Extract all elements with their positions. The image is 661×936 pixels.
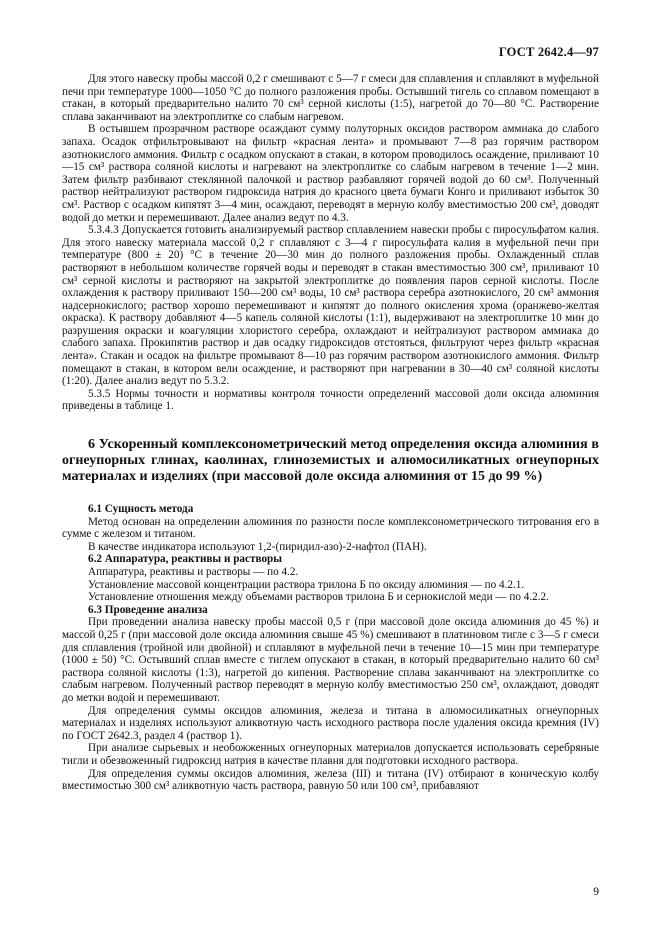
paragraph: Установление отношения между объемами растворов трилона Б и сернокислой меди — по 4.2.2.	[88, 591, 549, 604]
paragraph: 5.3.5 Нормы точности и нормативы контроля точности определений массовой доли оксида алюминия приведены в таблице 1.	[62, 387, 599, 413]
paragraph: 5.3.4.3 Допускается готовить анализируемый раствор сплавлением навески пробы с пиросульфатом калия. Для этого навеску материала массой 0,2 г сплавляют с 3—4 г пиросульфата калия в муфельной печи при температуре (800 ± 20) °С в течение 20—30 мин до полного разложения пробы. Охлажденный сплав растворяют в небольшом количестве горячей воды и переводят в стакан вместимостью 300 см³, приливают 10 см³ серной кислоты и растворяют на закрытой электроплитке до появления паров серной кислоты. После охлаждения к раствору приливают 150—200 см³ воды, 10 см³ раствора серебра азотнокислого, 20 см³ аммония надсернокислого; раствор хорошо перемешивают и кипятят до полного окисления хрома (оранжево-желтая окраска). К раствору добавляют 4—5 капель соляной кислоты (1:1), выдерживают на электроплитке 10 мин до разрушения окраски и коагуляции хлористого серебра, охлаждают и нейтрализуют раствором аммиака до слабого запаха. Прокипятив раствор и дав осадку гидроксидов отстояться, фильтруют через фильтр «красная лента». Стакан и осадок на фильтре промывают 8—10 раз горячим раствором азотнокислого аммония. Фильтр помещают в стакан, в котором вели осаждение, и растворяют при нагревании в 30—40 см³ соляной кислоты (1:20). Далее анализ ведут по 5.3.2.	[62, 224, 599, 388]
paragraph: Для этого навеску пробы массой 0,2 г смешивают с 5—7 г смеси для сплавления и сплавляют в муфельной печи при температуре 1000—1050 °С до полного разложения пробы. Остывший тигель со сплавом помещают в стакан, в который предварительно налито 70 см³ серной кислоты (1:5), нагретой до 70—80 °С. Растворение сплава заканчивают на электроплитке со слабым нагревом.	[62, 73, 599, 123]
paragraph: Аппаратура, реактивы и растворы — по 4.2.	[88, 566, 299, 578]
paragraph: Метод основан на определении алюминия по разности после комплексонометрического титрования его в сумме с железом и титаном.	[62, 515, 599, 541]
paragraph: Для определения суммы оксидов алюминия, железа (III) и титана (IV) отбирают в коническую колбу вместимостью 300 см³ аликвотную часть раствора, равную 50 или 100 см³, прибавляют	[62, 767, 599, 793]
paragraph: В качестве индикатора используют 1,2-(пиридил-азо)-2-нафтол (ПАН).	[88, 540, 427, 553]
subsection-6-2-heading: 6.2 Аппаратура, реактивы и растворы	[88, 553, 282, 566]
document-code-header: ГОСТ 2642.4—97	[498, 45, 599, 59]
subsection-6-1-heading: 6.1 Сущность метода	[88, 503, 194, 516]
section-6-heading: 6 Ускоренный комплексонометрический метод определения оксида алюминия в огнеупорных глинах, каолинах, глиноземистых и алюмосиликатных огнеупорных материалах и изделиях (при массовой доле оксида алюминия от 15 до 99 %)	[62, 437, 599, 485]
paragraph: При проведении анализа навеску пробы массой 0,5 г (при массовой доле оксида алюминия до 45 %) и массой 0,25 г (при массовой доле оксида алюминия свыше 45 %) смешивают в платиновом тигле с 3—5 г смеси для сплавления (тройной или двойной) и сплавляют в муфельной печи в течение 10—15 мин при температуре (1000 ± 50) °С. Остывший сплав вместе с тиглем опускают в стакан, в который предварительно налито 60 см³ раствора соляной кислоты (1:3), нагретой до кипения. Растворение сплава заканчивают на электроплитке со слабым нагревом. Полученный раствор переводят в мерную колбу вместимостью 250 см³, охлаждают, доводят до метки водой и перемешивают.	[62, 616, 599, 704]
paragraph: Установление массовой концентрации раствора трилона Б по оксиду алюминия — по 4.2.1.	[88, 578, 525, 591]
subsection-6-3-heading: 6.3 Проведение анализа	[88, 603, 208, 616]
page-number: 9	[593, 886, 599, 898]
document-body	[62, 73, 599, 793]
paragraph: В остывшем прозрачном растворе осаждают сумму полуторных оксидов раствором аммиака до слабого запаха. Осадок отфильтровывают на фильтр «красная лента» и промывают 7—8 раз горячим раствором азотнокислого аммония. Фильтр с осадком опускают в стакан, в котором проводилось осаждение, приливают 10—15 см³ раствора соляной кислоты и нагревают на электроплитке со слабым нагревом в течение 1—2 мин. Затем фильтр разбивают стеклянной палочкой и раствор разбавляют горячей водой до 60 см³. Полученный раствор нейтрализуют раствором гидроксида натрия до красного цвета бумаги Конго и приливают избыток 30 см³. Раствор с осадком кипятят 3—4 мин, осаждают, переводят в мерную колбу вместимостью 200 см³, доводят водой до метки и перемешивают. Далее анализ ведут по 4.3.	[62, 123, 599, 224]
paragraph: Для определения суммы оксидов алюминия, железа и титана в алюмосиликатных огнеупорных материалах и изделиях используют аликвотную часть исходного раствора после удаления оксида кремния (IV) по ГОСТ 2642.3, раздел 4 (раствор 1).	[62, 704, 599, 742]
paragraph: При анализе сырьевых и необожженных огнеупорных материалов допускается использовать серебряные тигли и обезвоженный гидроксид натрия в качестве плавня для подготовки исходного раствора.	[62, 742, 599, 767]
